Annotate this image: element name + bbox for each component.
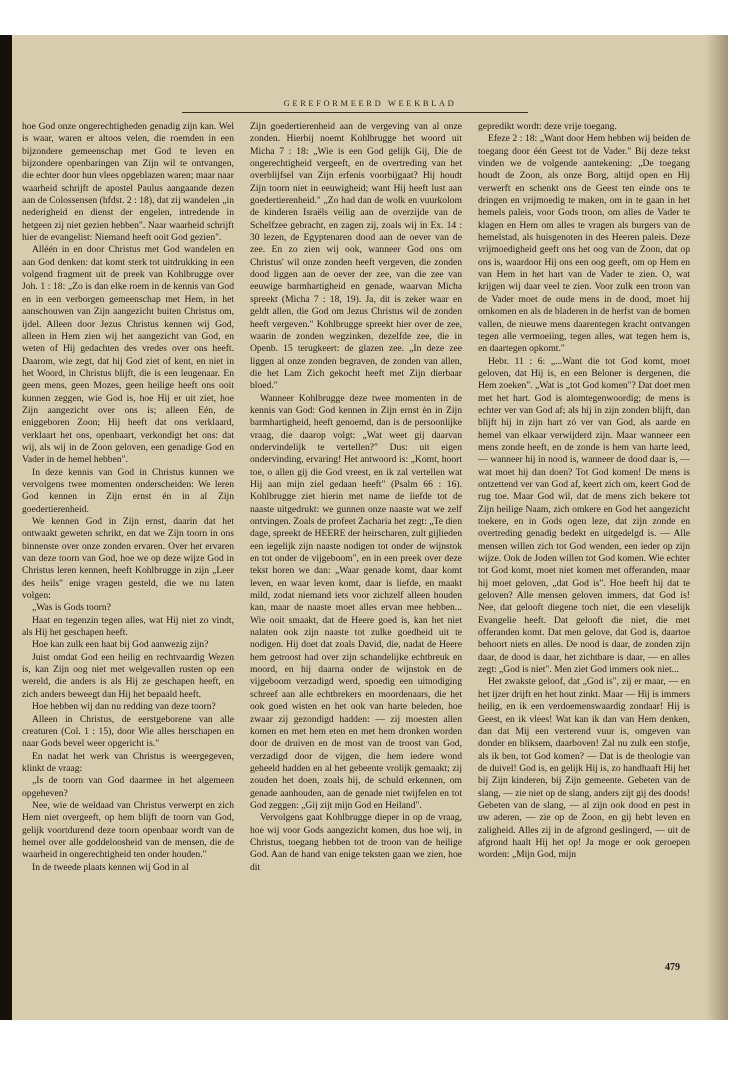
paragraph: En nadat het werk van Christus is weergegeven, klinkt de vraag: xyxy=(22,750,234,774)
paragraph: „Was is Gods toorn? xyxy=(32,602,111,614)
text-column-1 xyxy=(22,121,234,874)
paragraph: Vervolgens gaat Kohlbrugge dieper in op de vraag, hoe wij voor Gods aangezicht komen, dus hoe wij, in Christus, toegang hebben tot de troon van de heilige God. Aan de hand van enige teksten gaan we zien, hoe dit xyxy=(250,812,462,873)
paragraph: In deze kennis van God in Christus kunnen we vervolgens twee momenten onderscheiden: We leren God kennen in Zijn ernst én in al Zijn goedertierenheid. xyxy=(22,466,234,515)
paragraph: Alleen in Christus, de eerstgeborene van alle creaturen (Col. 1 : 15), door Wie alles herschapen en naar Gods bevel weer opgericht is." xyxy=(22,713,234,750)
paragraph: Wanneer Kohlbrugge deze twee momenten in de kennis van God: God kennen in Zijn ernst èn in Zijn barmhartigheid, heeft genoemd, dan is de persoonlijke vraag, die daarop volgt: „Wat weet gij daarvan ondervindelijk te vertellen?" Dus: uit eigen ondervinding, ervaring! Het antwoord is: „Komt, hoort toe, o allen gij die God vreest, en ik zal vertellen wat Hij aan mijn ziel gedaan heeft" (Psalm 66 : 16). Kohlbrugge ziet hierin met name de liefde tot de naaste uitgedrukt: we gunnen onze naaste wat we zelf ontvingen. Zoals de profeet Zacharia het zegt: „Te dien dage, spreekt de HEERE der heirscharen, zult gijlieden een iegelijk zijn naaste nodigen tot onder de wijnstok en tot onder de vijgeboom", en in een preek over deze tekst horen we dan: „Waar genade komt, daar komt leven, en waar leven komt, daar is liefde, en maakt mild, zodat niemand iets voor zichzelf alleen houden kan, maar de naaste moet alles ervan mee hebben... Wie ooit smaakt, dat de Heere goed is, kan het niet nalaten ook zijn naaste tot zulke goedheid uit te nodigen. Hij doet dat zoals David, die, nadat de Heere hem getroost had over zijn schandelijke echtbreuk en moord, en hij daarna onder de wijnstok en de vijgeboom verzadigd werd, spoedig een uitnodiging schreef aan alle echtbrekers en moordenaars, die het ook goed wisten en het ook van harte beleden, hoe zwaar zij gezondigd hadden: — zij moesten allen komen en met hem eten en met hem dronken worden door de druiven en de most van de troost van God, verzadigd door de vijgen, die hem iedere wond geheeld hadden en al het gebeente vrolijk gemaakt; zij zouden het doen, zoals hij, de schuld erkennen, om genade aanhouden, aan de genade niet twijfelen en tot God zeggen: „Gij zijt mijn God en Heiland". xyxy=(250,392,462,811)
paragraph: Zijn goedertierenheid aan de vergeving van al onze zonden. Hierbij noemt Kohlbrugge het woord uit Micha 7 : 18: „Wie is een God gelijk Gij, Die de ongerechtigheid vergeeft, en de overtreding van het overblijfsel van Zijn erfenis voorbijgaat? Hij houdt Zijn toorn niet in eeuwigheid; want Hij heeft lust aan goedertierenheid." „Zo had dan de wolk en vuurkolom de kinderen Israëls veilig aan de overzijde van de Schelfzee gebracht, en zagen zij, zoals wij in Ex. 14 : 30 lezen, de Egyptenaren dood aan de oever van de zee. En zo zien wij ook, wanneer God ons om Christus' wil onze zonden heeft vergeven, die zonden dood liggen aan de oever der zee, van die zee van eeuwige barmhartigheid en genade, waarvan Micha spreekt (Micha 7 : 18, 19). Ja, dit is zeker waar en geldt allen, die God om Jezus Christus wil de zonden heeft vergeven." Kohlbrugge spreekt hier over de zee, waarin de zonden wegzinken, dezelfde zee, die in Openb. 15 terugkeert: de glazen zee. „In deze zee liggen al onze zonden begraven, de zonden van allen, die het Lam Zich gekocht heeft met Zijn dierbaar bloed." xyxy=(250,121,462,392)
text-column-2 xyxy=(250,121,462,874)
paragraph: Hebr. 11 : 6: „...Want die tot God komt, moet geloven, dat Hij is, en een Beloner is dergenen, die Hem zoeken". „Wat is „tot God komen"? Dat doet men met het hart. God is alomtegenwoordig; de mens is echter ver van God af; als hij in zijn zonden blijft, dan blijft hij in zijn hart zó ver van God, als aarde en hemel van elkaar verwijderd zijn. Maar wanneer een mens zonde heeft, en de zonde is hem van harte leed, — wanneer hij in nood is, wanneer de dood daar is, — wat moet hij dan doen? Tot God komen! De mens is ontzettend ver van God af, keert zich om, keert God de rug toe. Maar God wil, dat de mens zich bekere tot Zijn heilige Naam, zich omkere en God het aangezicht toekere, en in Gods ogen leze, dat zijn zonde en overtreding genadig bedekt en uitgedelgd is. — Alle mensen willen zich tot God wenden, een ieder op zijn wijze. Ook de Joden willen tot God komen. Wie echter tot God komt, moet niet komen met offeranden, maar hij moet geloven, „dat God is". Hoe heeft hij dat te geloven? Alle mensen geloven immers, dat God is! Nee, dat gelooft diegene toch niet, die een vleselijk Evangelie heeft. Dat gelooft die niet, die met offeranden komt. Dat men gelove, dat God is, daartoe behoort niets en alles. De nood is daar, de zonden zijn daar, de dood is daar, het zichtbare is daar, — en alles zegt: „God is niet". Men ziet God immers ook niet... xyxy=(478,355,690,676)
paragraph: gepredikt wordt: deze vrije toegang. xyxy=(478,121,617,132)
header-rule xyxy=(182,112,528,113)
paragraph: „Is de toorn van God daarmee in het algemeen opgeheven? xyxy=(22,775,234,799)
paragraph: Efeze 2 : 18: „Want door Hem hebben wij beiden de toegang door één Geest tot de Vader." Bij deze tekst vinden we de volgende aantekening: „De toegang houdt de Zoon, als onze Borg, altijd open en Hij verwerft en schenkt ons de Geest ten einde ons te dringen en vrijmoedig te maken, om in te gaan in het hemels paleis, voor Gods troon, om alles de Vader te klagen en Hem om alles te vragen als burgers van de hemelstad, als huisgenoten in des Heeren paleis. Deze vrijmoedigheid geeft ons het oog van de Zoon, dat op ons is, waardoor Hij ons een oog geeft, om op Hem en van Hem in het hart van de Vader te zien. O, wat krijgen wij daar veel te zien. Voor zulk een troon van de Vader moet de oude mens in de dood, moet hij omkomen en als de bladeren in de herfst van de bomen vallen, de nieuwe mens daarentegen kracht ontvangen tegen alle vermoeiing, tegen alles, wat tegen hem is, en daartegen opkomt." xyxy=(478,133,690,355)
magazine-page xyxy=(12,35,728,1020)
paragraph: Juist omdat God een heilig en rechtvaardig Wezen is, kan Zijn oog niet met welgevallen rusten op een wereld, die anders is als Hij ze geschapen heeft, en zich anders beweegt dan Hij het bepaald heeft. xyxy=(22,651,234,700)
paragraph: Hoe kan zulk een haat bij God aanwezig zijn? xyxy=(32,639,209,651)
text-column-3 xyxy=(478,121,690,862)
paragraph: Het zwakste geloof, dat „God is", zij er maar, — en het ijzer drijft en het hout zinkt. Maar — Hij is immers heilig, en ik een verdoemenswaardig zondaar! Hij is Geest, en ik vlees! Wat kan ik dan van Hem denken, dan dat Mij een verterend vuur is, omgeven van donder en bliksem, daarboven! Zal nu zulk een stofje, als ik ben, tot God komen? — Dat is de theologie van de duivel! God is, en gelijk Hij is, zo handhaaft Hij het bij Zijn kinderen, bij Zijn gemeente. Gebeten van de slang, — zie niet op de slang, anders zijt gij des doods! Gebeten van de slang, — al zijn ook dood en pest in uw aderen, — zie op de Zoon, en gij hebt leven en zaligheid. Alles zij in de afgrond geslingerd, — uit de afgrond haalt Hij het op! Ja moge er ook geroepen worden: „Mijn God, mijn xyxy=(478,676,690,861)
paragraph: Hoe hebben wij dan nu redding van deze toorn? xyxy=(32,701,216,713)
paragraph: Nee, wie de weldaad van Christus verwerpt en zich Hem niet overgeeft, op hem blijft de toorn van God, gelijk voortdurend deze toorn openbaar wordt van de hemel over alle goddeloosheid van de mensen, die de waarheid in ongerechtigheid ten onder houden." xyxy=(22,799,234,861)
scan-background-edge xyxy=(0,35,12,1020)
page-number: 479 xyxy=(665,962,680,973)
running-head: GEREFORMEERD WEEKBLAD xyxy=(283,98,457,108)
paragraph: We kennen God in Zijn ernst, daarin dat het ontwaakt geweten schrikt, en dat we Zijn toorn in ons binnenste over onze zonden ervaren. Over het ervaren van deze toorn van God, hoe we op deze wijze God in Christus leren kennen, heeft Kohlbrugge in zijn „Leer des heils" enige vragen gesteld, die we nu laten volgen: xyxy=(22,516,234,602)
paragraph: Alléén in en door Christus met God wandelen en aan God denken: dat komt sterk tot uitdrukking in een volgend fragment uit de preek van Kohlbrugge over Joh. 1 : 18: „Zo is dan elke roem in de kennis van God en in een verborgen gemeenschap met Hem, in het aanschouwen van Zijn aangezicht buiten Christus om, ijdel. Alleen door Jezus Christus kennen wij God, alleen in Hem zien wij het aangezicht van God, en weten of Hij gedachten des vredes over ons heeft. Daarom, wie zegt, dat hij God ziet of kent, en niet in het Woord, in Christus blijft, die is een leugenaar. En geen mens, geen Mozes, geen heilige heeft ons ooit kunnen zeggen, wie God is, hoe Hij er uit ziet, hoe Zijn aangezicht over ons is; alleen Eén, de eniggeboren Zoon; Hij heeft dat ons verklaard, verklaart het ons, openbaart, verkondigt het ons: dat wij, als wij in de Zoon geloven, een genadige God en Vader in de hemel hebben". xyxy=(22,244,234,466)
paragraph: Haat en tegenzin tegen alles, wat Hij niet zo vindt, als Hij het geschapen heeft. xyxy=(22,614,234,639)
paragraph: In de tweede plaats kennen wij God in al xyxy=(32,861,189,873)
paragraph: hoe God onze ongerechtigheden genadig zijn kan. Wel is waar, waren er altoos velen, die roemden in een bijzondere gemeenschap met God te leven en bijzondere openbaringen van Zijn wil te ontvangen, die echter door hun vlees opgeblazen waren; maar naar waarheid schrijft de apostel Paulus aangaande dezen aan de Colossensen (hfdst. 2 : 18), dat zij wandelen „in nederigheid en dienst der engelen, intredende in hetgeen zij niet gezien hebben". Naar waarheid schrijft hier de evangelist: Niemand heeft ooit God gezien". xyxy=(22,121,234,244)
